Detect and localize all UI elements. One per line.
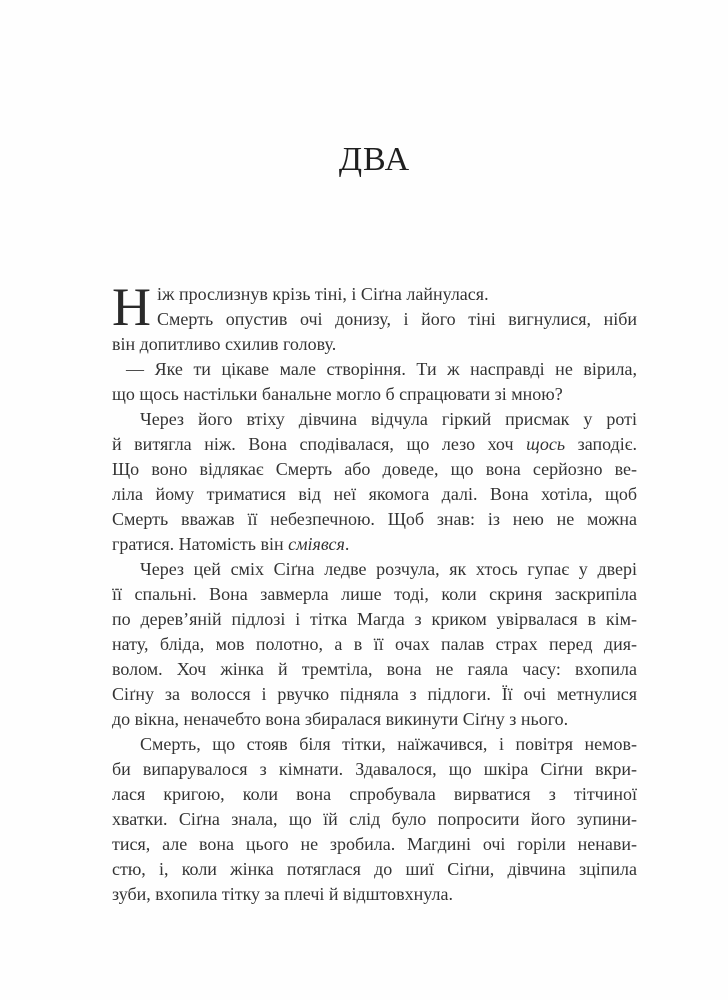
- text-line: й витягла ніж. Вона сподівалася, що лезо хоч щось заподіє.: [112, 434, 637, 454]
- drop-cap: Н: [112, 277, 151, 337]
- text-line: лася кригою, коли вона спробувала вирватися з тітчиної: [112, 784, 637, 804]
- text-line: Смерть опустив очі донизу, і його тіні вигнулися, ніби: [157, 309, 637, 329]
- text-line: він допитливо схилив голову.: [112, 334, 337, 354]
- text-line: Що воно відлякає Смерть або доведе, що вона серйозно ве-: [112, 459, 637, 479]
- paragraph: [112, 357, 637, 407]
- text-line: Через цей сміх Сіґна ледве розчула, як хтось гупає у двері: [140, 559, 637, 579]
- chapter-heading: ДВА: [338, 141, 411, 178]
- text-column: [112, 142, 637, 907]
- text-line: що щось настільки банальне могло б спрацювати зі мною?: [112, 384, 563, 404]
- text-line: зуби, вхопила тітку за плечі й відштовхнула.: [112, 884, 453, 904]
- text-line: іж прослизнув крізь тіні, і Сіґна лайнулася.: [157, 284, 489, 304]
- italic-text: сміявся: [288, 534, 345, 554]
- paragraph: [112, 557, 637, 732]
- text-line: стю, і, коли жінка потяглася до шиї Сіґни, дівчина зціпила: [112, 859, 637, 879]
- text-line: — Яке ти цікаве мале створіння. Ти ж насправді не вірила,: [126, 359, 637, 379]
- text-line: тися, але вона цього не зробила. Магдині очі горіли ненави-: [112, 834, 637, 854]
- text-line: по дерев’яній підлозі і тітка Магда з криком увірвалася в кім-: [112, 609, 637, 629]
- text-line: Сіґну за волосся і рвучко підняла з підлоги. Її очі метнулися: [112, 684, 637, 704]
- paragraph: [112, 407, 637, 557]
- italic-text: щось: [526, 434, 566, 454]
- text-line: би випарувалося з кімнати. Здавалося, що шкіра Сіґни вкри-: [112, 759, 637, 779]
- text-line: ліла йому триматися від неї якомога далі. Вона хотіла, щоб: [112, 484, 637, 504]
- paragraph: [112, 732, 637, 907]
- text-line: Смерть, що стояв біля тітки, наїжачився, і повітря немов-: [140, 734, 637, 754]
- paragraph: [112, 277, 637, 357]
- text-line: її спальні. Вона завмерла лише тоді, коли скриня заскрипіла: [112, 584, 637, 604]
- text-line: до вікна, неначебто вона збиралася викинути Сіґну з нього.: [112, 709, 569, 729]
- text-line: волом. Хоч жінка й тремтіла, вона не гаяла часу: вхопила: [112, 659, 637, 679]
- text-line: нату, бліда, мов полотно, а в її очах палав страх перед дия-: [112, 634, 637, 654]
- chapter-body: [112, 277, 637, 907]
- text-line: Через його втіху дівчина відчула гіркий присмак у роті: [140, 409, 637, 429]
- text-line: гратися. Натомість він сміявся.: [112, 534, 350, 554]
- text-line: хватки. Сіґна знала, що їй слід було попросити його зупини-: [112, 809, 637, 829]
- text-line: Смерть вважав її небезпечною. Щоб знав: із нею не можна: [112, 509, 637, 529]
